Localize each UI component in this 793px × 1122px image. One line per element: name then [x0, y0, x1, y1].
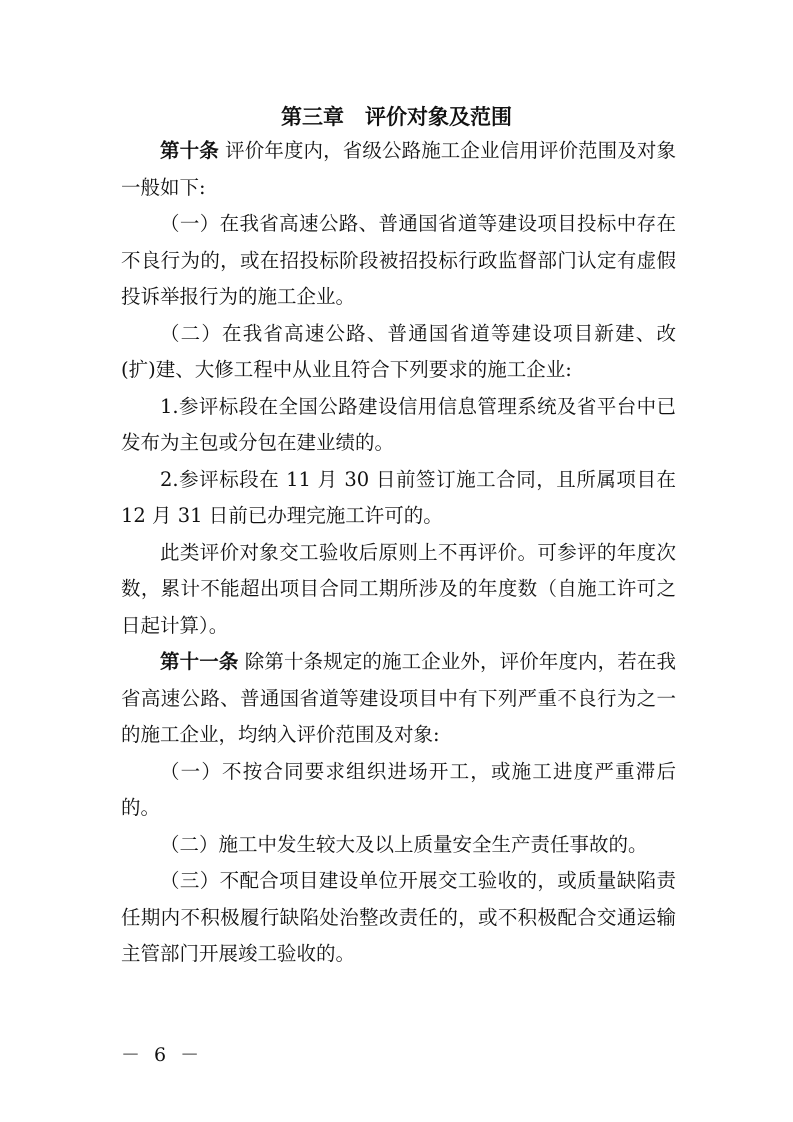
article-11-paragraph — [121, 644, 676, 754]
article-10-label: 第十条 — [160, 139, 219, 162]
page-number: － 6 － — [121, 1044, 204, 1066]
article-11-item-2: （二）施工中发生较大及以上质量安全生产责任事故的。 — [160, 832, 648, 856]
article-11-text: 除第十条规定的施工企业外，评价年度内，若在我省高速公路、普通国省道等建设项目中有下列严重不良行为之一的施工企业，均纳入评价范围及对象: — [121, 650, 676, 746]
subitem-2-paragraph: 2.参评标段在 11 月 30 日前签订施工合同，且所属项目在 12 月 31 日前已办理完施工许可的。 — [121, 467, 676, 527]
note-paragraph: 此类评价对象交工验收后原则上不再评价。可参评的年度次数，累计不能超出项目合同工期所涉及的年度数（自施工许可之日起计算）。 — [121, 540, 676, 637]
item-2-paragraph: （二）在我省高速公路、普通国省道等建设项目新建、改(扩)建、大修工程中从业且符合下列要求的施工企业: — [121, 321, 676, 381]
article-10-text: 评价年度内，省级公路施工企业信用评价范围及对象一般如下: — [121, 139, 676, 199]
item-1-paragraph: （一）在我省高速公路、普通国省道等建设项目投标中存在不良行为的，或在招投标阶段被招投标行政监督部门认定有虚假投诉举报行为的施工企业。 — [121, 212, 676, 308]
article-11-label: 第十一条 — [160, 650, 239, 673]
article-11-item-1: （一）不按合同要求组织进场开工，或施工进度严重滞后的。 — [121, 759, 676, 819]
subitem-1-paragraph: 1.参评标段在全国公路建设信用信息管理系统及省平台中已发布为主包或分包在建业绩的。 — [121, 394, 676, 454]
chapter-title: 第三章 评价对象及范围 — [281, 105, 512, 129]
article-10-paragraph — [121, 133, 676, 206]
document-body — [121, 133, 676, 973]
article-11-item-3: （三）不配合项目建设单位开展交工验收的，或质量缺陷责任期内不积极履行缺陷处治整改责任的，或不积极配合交通运输主管部门开展竣工验收的。 — [121, 869, 676, 965]
